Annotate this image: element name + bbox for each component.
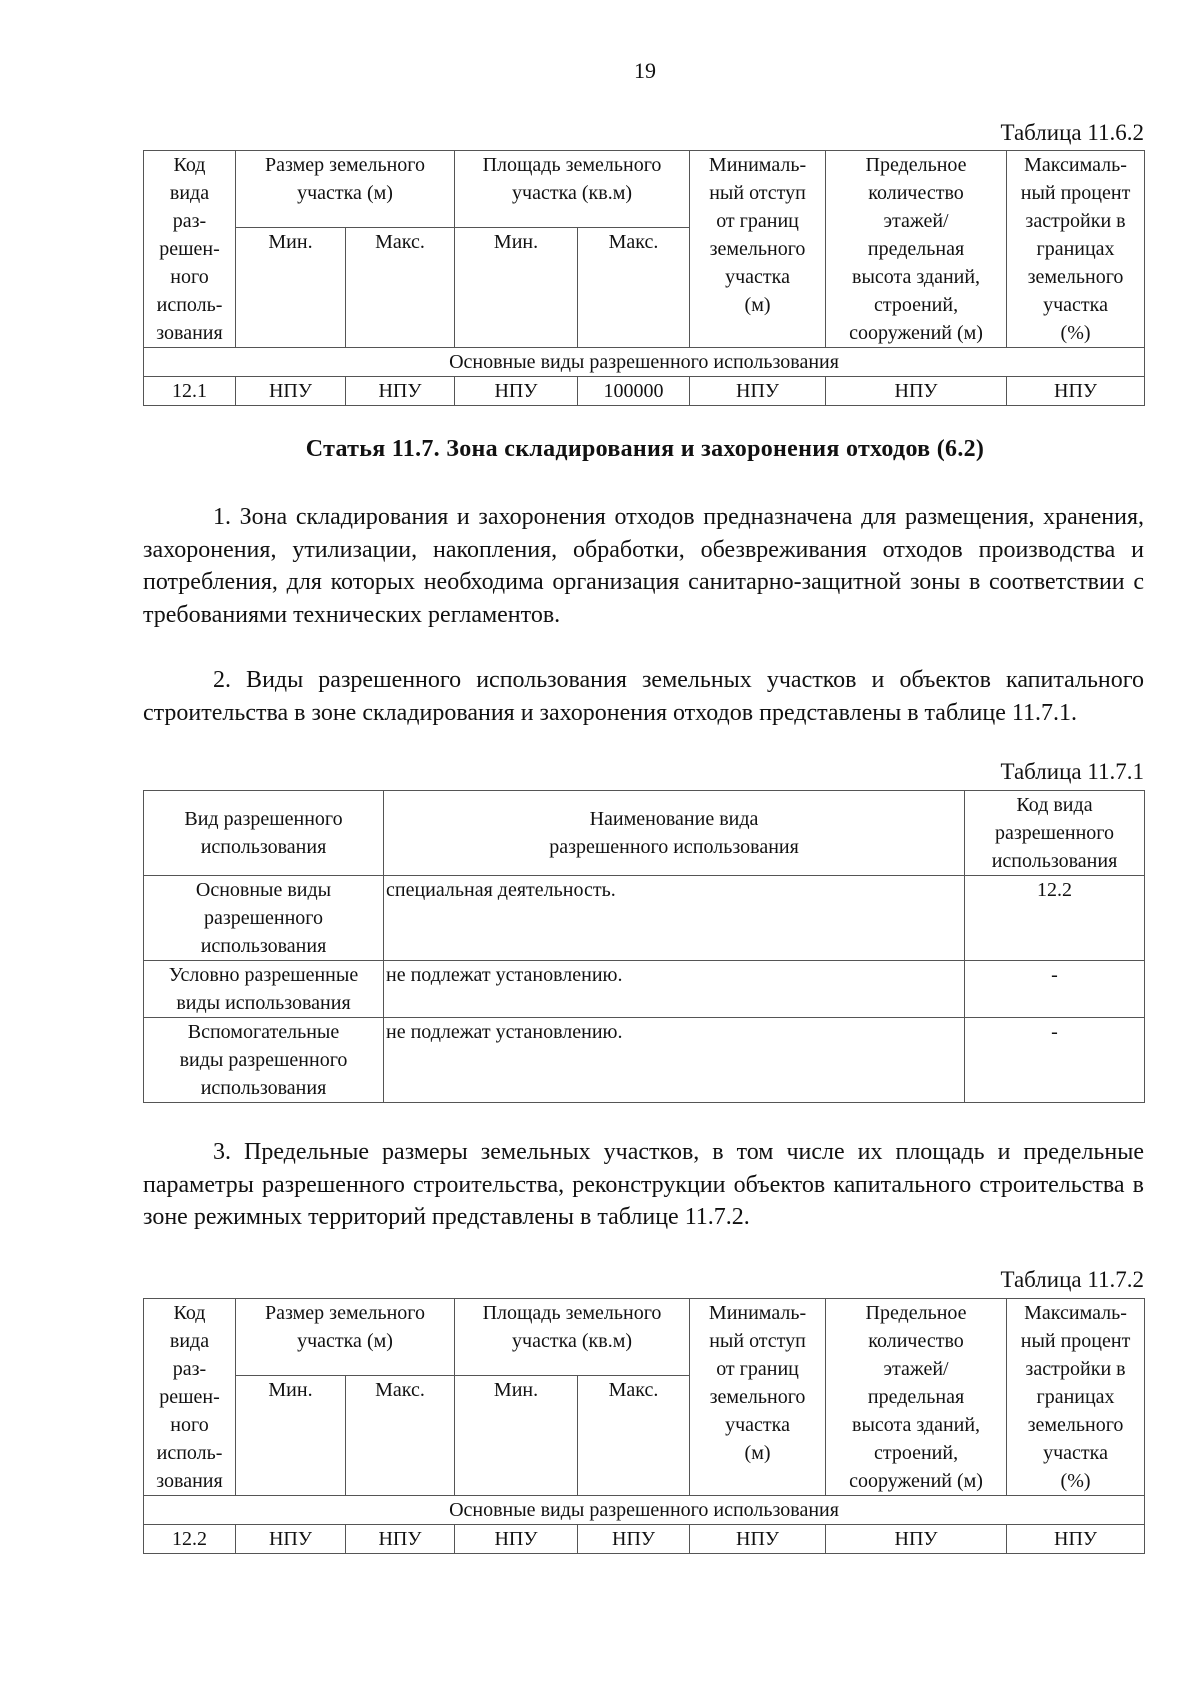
article-title: Статья 11.7. Зона складирования и захоронения отходов (6.2) xyxy=(305,436,985,462)
cell-code: 12.2 xyxy=(144,1525,236,1554)
header-min: Мин. xyxy=(455,1375,578,1495)
cell-size-min: НПУ xyxy=(236,377,346,406)
header-area: Площадь земельного участка (кв.м) xyxy=(455,151,690,228)
table-row xyxy=(144,377,1145,406)
table-11-7-2 xyxy=(143,1298,1145,1554)
header-setback: Минималь- ный отступ от границ земельного участка (м) xyxy=(690,1299,826,1496)
header-type: Вид разрешенного использования xyxy=(144,791,384,876)
header-max: Макс. xyxy=(578,227,690,347)
table-row xyxy=(144,961,1145,1018)
page-number: 19 xyxy=(634,58,656,83)
cell-size-min: НПУ xyxy=(236,1525,346,1554)
paragraph-1: 1. Зона складирования и захоронения отходов предназначена для размещения, хранения, захоронения, утилизации, накопления, обработки, обезвреживания отходов производства и потребления, для которых необходима организация санитарно-защитной зоны в соответствии с требованиями технических регламентов. xyxy=(143,504,1144,628)
header-size: Размер земельного участка (м) xyxy=(236,1299,455,1376)
cell-size-max: НПУ xyxy=(346,377,455,406)
header-setback: Минималь- ный отступ от границ земельного участка (м) xyxy=(690,151,826,348)
table-row xyxy=(144,876,1145,961)
header-max: Макс. xyxy=(578,1375,690,1495)
header-percent: Максималь- ный процент застройки в границах земельного участка (%) xyxy=(1007,151,1145,348)
cell-area-min: НПУ xyxy=(455,377,578,406)
header-percent: Максималь- ный процент застройки в границах земельного участка (%) xyxy=(1007,1299,1145,1496)
cell-name: не подлежат установлению. xyxy=(384,961,965,1018)
paragraph-3: 3. Предельные размеры земельных участков, в том числе их площадь и предельные параметры разрешенного строительства, реконструкции объектов капитального строительства в зоне режимных территорий представлены в таблице 11.7.2. xyxy=(143,1139,1144,1230)
cell-setback: НПУ xyxy=(690,377,826,406)
header-code: Код вида разрешенного использования xyxy=(965,791,1145,876)
header-min: Мин. xyxy=(236,227,346,347)
section-row: Основные виды разрешенного использования xyxy=(144,1496,1145,1525)
cell-floors: НПУ xyxy=(826,377,1007,406)
cell-size-max: НПУ xyxy=(346,1525,455,1554)
table-caption-11-7-2: Таблица 11.7.2 xyxy=(1000,1267,1144,1292)
cell-area-max: 100000 xyxy=(578,377,690,406)
cell-code: 12.1 xyxy=(144,377,236,406)
cell-setback: НПУ xyxy=(690,1525,826,1554)
cell-code: - xyxy=(965,1018,1145,1103)
header-max: Макс. xyxy=(346,1375,455,1495)
cell-code: 12.2 xyxy=(965,876,1145,961)
header-floors: Предельное количество этажей/ предельная высота зданий, строений, сооружений (м) xyxy=(826,151,1007,348)
cell-name: не подлежат установлению. xyxy=(384,1018,965,1103)
cell-name: специальная деятельность. xyxy=(384,876,965,961)
header-size: Размер земельного участка (м) xyxy=(236,151,455,228)
header-max: Макс. xyxy=(346,227,455,347)
cell-area-min: НПУ xyxy=(455,1525,578,1554)
table-caption-11-7-1: Таблица 11.7.1 xyxy=(1000,759,1144,784)
cell-area-max: НПУ xyxy=(578,1525,690,1554)
cell-percent: НПУ xyxy=(1007,377,1145,406)
cell-code: - xyxy=(965,961,1145,1018)
header-floors: Предельное количество этажей/ предельная высота зданий, строений, сооружений (м) xyxy=(826,1299,1007,1496)
header-name: Наименование вида разрешенного использования xyxy=(384,791,965,876)
header-min: Мин. xyxy=(455,227,578,347)
header-min: Мин. xyxy=(236,1375,346,1495)
cell-type: Вспомогательные виды разрешенного использования xyxy=(144,1018,384,1103)
table-caption-11-6-2: Таблица 11.6.2 xyxy=(1000,120,1144,145)
header-area: Площадь земельного участка (кв.м) xyxy=(455,1299,690,1376)
cell-percent: НПУ xyxy=(1007,1525,1145,1554)
header-code: Код вида раз- решен- ного исполь- зования xyxy=(144,1299,236,1496)
cell-type: Основные виды разрешенного использования xyxy=(144,876,384,961)
table-11-7-1 xyxy=(143,790,1145,1103)
section-row: Основные виды разрешенного использования xyxy=(144,348,1145,377)
cell-floors: НПУ xyxy=(826,1525,1007,1554)
table-row xyxy=(144,1525,1145,1554)
cell-type: Условно разрешенные виды использования xyxy=(144,961,384,1018)
header-code: Код вида раз- решен- ного исполь- зования xyxy=(144,151,236,348)
table-row xyxy=(144,1018,1145,1103)
paragraph-2: 2. Виды разрешенного использования земельных участков и объектов капитального строительства в зоне складирования и захоронения отходов представлены в таблице 11.7.1. xyxy=(143,667,1144,726)
table-11-6-2 xyxy=(143,150,1145,406)
